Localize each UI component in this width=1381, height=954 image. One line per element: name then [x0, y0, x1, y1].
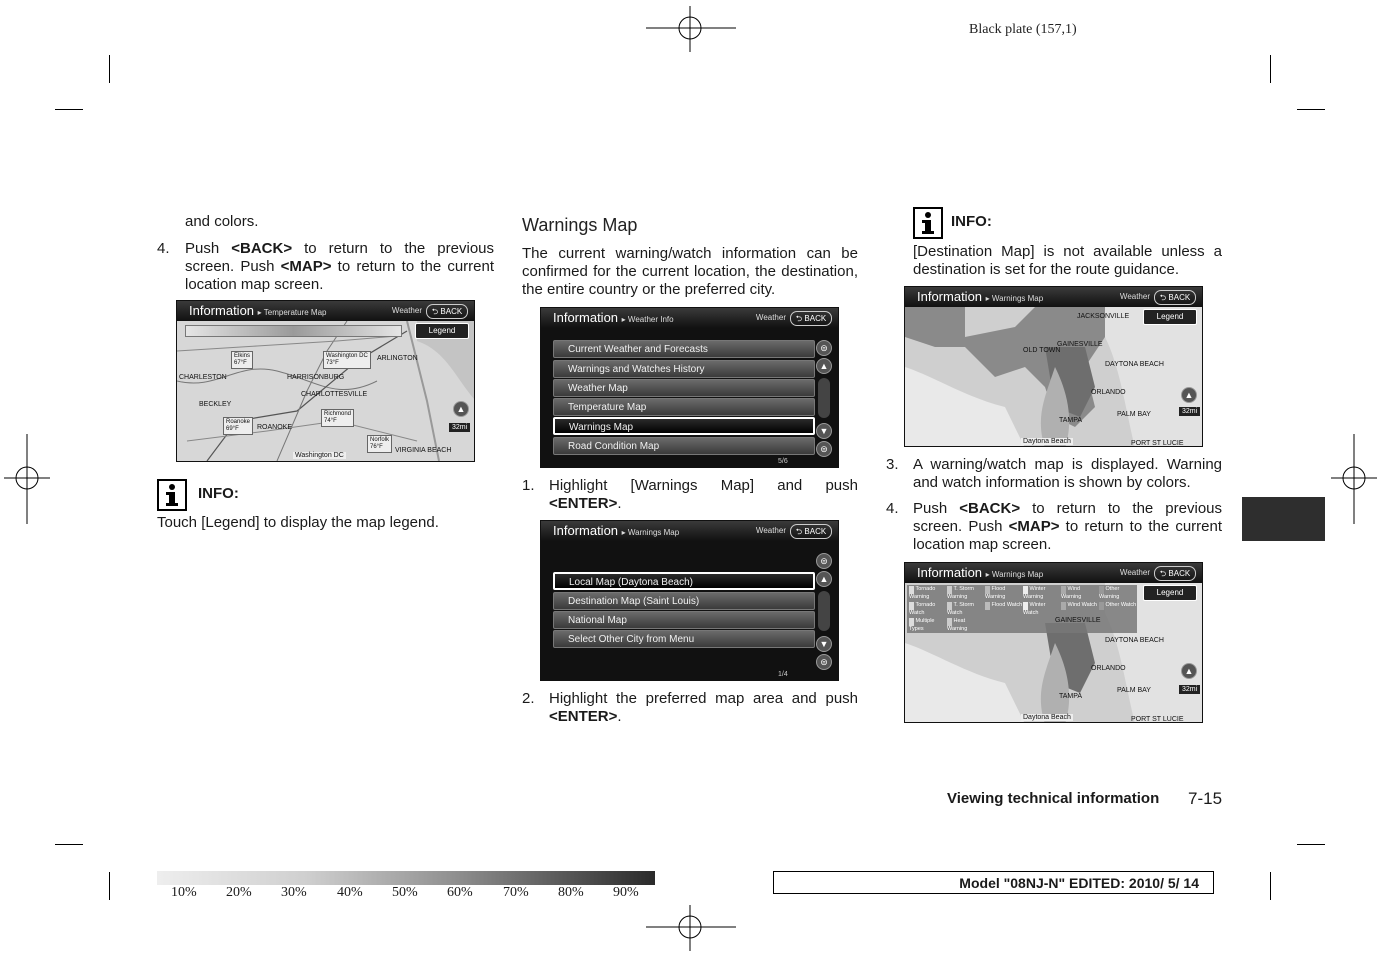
menu-item[interactable]: National Map: [553, 611, 815, 629]
weather-label: Weather: [1119, 568, 1150, 577]
current-location-label: Daytona Beach: [1023, 438, 1071, 445]
screen-title: Information ▸ Temperature Map: [189, 303, 327, 318]
city-label: ARLINGTON: [377, 355, 418, 362]
step-text: Push <BACK> to return to the previous screen. Push <MAP> to return to the current location map screen.: [185, 240, 495, 293]
legend-button[interactable]: Legend: [1143, 585, 1197, 601]
current-location-label: Washington DC: [295, 452, 344, 459]
screen-title: Information ▸ Warnings Map: [553, 523, 680, 538]
grayscale-bar: [157, 871, 655, 885]
step-number: 3.: [886, 456, 899, 473]
grayscale-percent: 70%: [503, 885, 529, 900]
city-label: PORT ST LUCIE: [1131, 440, 1184, 447]
registration-mark-left: [4, 434, 50, 524]
menu-item[interactable]: Current Weather and Forecasts: [553, 340, 815, 358]
scale-indicator: 32mi: [449, 423, 470, 432]
legend-entry: Tornado Watch: [909, 602, 936, 616]
step-text: Highlight [Warnings Map] and push <ENTER>.: [549, 477, 858, 512]
crop-mark: [55, 844, 83, 845]
city-label: ROANOKE: [257, 424, 293, 431]
legend-entry: Winter Warning: [1023, 586, 1046, 600]
continued-text: and colors.: [185, 213, 259, 230]
legend-entry: Other Warning: [1099, 586, 1120, 600]
intro-paragraph: The current warning/watch information can be confirmed for the current location, the destination, the entire country or the preferred city.: [522, 245, 858, 298]
city-label: CHARLOTTESVILLE: [301, 391, 368, 398]
temperature-box: Elkins 67°F: [231, 351, 253, 369]
step-text: Push <BACK> to return to the previous screen. Push <MAP> to return to the current location map screen.: [913, 500, 1223, 553]
temperature-box: Roanoke 69°F: [223, 417, 253, 435]
back-button[interactable]: ⮌ BACK: [790, 311, 832, 326]
legend-entry: Heat Warning: [947, 618, 968, 632]
title-bar: [905, 563, 1202, 583]
zoom-out-button[interactable]: ▲: [1181, 387, 1197, 403]
zoom-out-button[interactable]: ▲: [453, 401, 469, 417]
back-button[interactable]: ⮌ BACK: [426, 304, 468, 319]
city-label: GAINESVILLE: [1057, 341, 1103, 348]
grayscale-percent: 20%: [226, 885, 252, 900]
legend-entry: T. Storm Watch: [947, 602, 974, 616]
city-label: BECKLEY: [199, 401, 232, 408]
temperature-box: Washington DC 73°F: [323, 351, 371, 369]
scroll-down-button[interactable]: ▼: [816, 636, 832, 652]
weather-label: Weather: [755, 526, 786, 535]
step-number: 1.: [522, 477, 535, 494]
screen-title: Information ▸ Weather Info: [553, 310, 674, 325]
city-label: DAYTONA BEACH: [1105, 361, 1164, 368]
title-bar: [541, 521, 838, 541]
registration-mark-top: [646, 6, 736, 52]
city-label: OLD TOWN: [1023, 347, 1061, 354]
scroll-bottom-button[interactable]: ⊜: [816, 654, 832, 670]
crop-mark: [55, 109, 83, 110]
grayscale-percent: 60%: [447, 885, 473, 900]
city-label: PORT ST LUCIE: [1131, 716, 1184, 723]
grayscale-percent: 90%: [613, 885, 639, 900]
grayscale-percent: 30%: [281, 885, 307, 900]
plate-label: Black plate (157,1): [969, 22, 1077, 37]
scroll-top-button[interactable]: ⊜: [816, 340, 832, 356]
legend-entry: Wind Warning: [1061, 586, 1082, 600]
city-label: ORLANDO: [1091, 665, 1126, 672]
legend-entry: Multiple Types: [909, 618, 935, 632]
map-shading: [905, 307, 1203, 447]
crop-mark: [109, 872, 110, 900]
chapter-tab: [1242, 497, 1325, 541]
title-bar: [177, 301, 474, 321]
temperature-scale-bar: [185, 325, 402, 337]
title-bar: [905, 287, 1202, 307]
info-heading: INFO:: [951, 213, 992, 230]
section-title: Viewing technical information: [947, 790, 1160, 807]
grayscale-percent: 40%: [337, 885, 363, 900]
scale-indicator: 32mi: [1179, 685, 1200, 694]
step-number: 4.: [886, 500, 899, 517]
city-label: GAINESVILLE: [1055, 617, 1101, 624]
weather-label: Weather: [1119, 292, 1150, 301]
legend-entry: Winter Watch: [1023, 602, 1046, 616]
screen-title: Information ▸ Warnings Map: [917, 289, 1044, 304]
grayscale-percent: 80%: [558, 885, 584, 900]
legend-entry: Flood Watch: [985, 602, 1023, 610]
menu-item[interactable]: Temperature Map: [553, 398, 815, 416]
title-bar: [541, 308, 838, 328]
zoom-out-button[interactable]: ▲: [1181, 663, 1197, 679]
crop-mark: [1270, 872, 1271, 900]
legend-entry: T. Storm Warning: [947, 586, 974, 600]
section-heading: Warnings Map: [522, 215, 638, 235]
info-icon: [157, 479, 187, 511]
registration-mark-bottom: [646, 905, 736, 951]
weather-label: Weather: [755, 313, 786, 322]
grayscale-percent: 50%: [392, 885, 418, 900]
temperature-box: Norfolk 76°F: [367, 435, 392, 453]
scroll-up-button[interactable]: ▲: [816, 358, 832, 374]
legend-button[interactable]: Legend: [1143, 309, 1197, 325]
menu-item[interactable]: Select Other City from Menu: [553, 630, 815, 648]
menu-item-selected[interactable]: Warnings Map: [553, 417, 815, 435]
menu-item[interactable]: Warnings and Watches History: [553, 360, 815, 378]
city-label: PALM BAY: [1117, 687, 1151, 694]
back-button[interactable]: ⮌ BACK: [1154, 290, 1196, 305]
scrollbar[interactable]: [818, 591, 830, 631]
city-label: CHARLESTON: [179, 374, 227, 381]
info-heading: INFO:: [198, 485, 239, 502]
temperature-map-screenshot: [176, 300, 475, 462]
info-text: [Destination Map] is not available unless a destination is set for the route guidance.: [913, 243, 1222, 278]
menu-item[interactable]: Destination Map (Saint Louis): [553, 592, 815, 610]
warnings-menu-screenshot: [540, 520, 839, 681]
legend-entry: Other Watch: [1099, 602, 1137, 610]
warnings-map-screenshot: [904, 286, 1203, 447]
legend-entry: Flood Warning: [985, 586, 1006, 600]
city-label: VIRGINIA BEACH: [395, 447, 452, 454]
city-label: TAMPA: [1059, 693, 1083, 700]
grayscale-percent: 10%: [171, 885, 197, 900]
city-label: JACKSONVILLE: [1077, 313, 1130, 320]
menu-item[interactable]: Weather Map: [553, 379, 815, 397]
scrollbar[interactable]: [818, 378, 830, 418]
page-indicator: 1/4: [778, 671, 788, 678]
back-button[interactable]: ⮌ BACK: [790, 524, 832, 539]
warnings-legend-screenshot: [904, 562, 1203, 723]
city-label: ORLANDO: [1091, 389, 1126, 396]
crop-mark: [1297, 109, 1325, 110]
temperature-box: Richmond 74°F: [321, 409, 354, 427]
city-label: DAYTONA BEACH: [1105, 637, 1164, 644]
back-button[interactable]: ⮌ BACK: [1154, 566, 1196, 581]
crop-mark: [109, 55, 110, 83]
weather-info-screenshot: [540, 307, 839, 468]
page-indicator: 5/6: [778, 458, 788, 465]
step-number: 2.: [522, 690, 535, 707]
step-number: 4.: [157, 240, 170, 257]
legend-button[interactable]: Legend: [415, 323, 469, 339]
page-number: 7-15: [1188, 789, 1223, 808]
crop-mark: [1270, 55, 1271, 83]
city-label: PALM BAY: [1117, 411, 1151, 418]
info-icon: [913, 207, 943, 239]
crop-mark: [1297, 844, 1325, 845]
current-location-label: Daytona Beach: [1023, 714, 1071, 721]
scroll-down-button[interactable]: ▼: [816, 423, 832, 439]
model-edit-box: [773, 871, 1214, 894]
scroll-up-button[interactable]: ▲: [816, 571, 832, 587]
scroll-top-button[interactable]: ⊜: [816, 553, 832, 569]
city-label: HARRISONBURG: [287, 374, 345, 381]
model-edit-text: Model "08NJ-N" EDITED: 2010/ 5/ 14: [959, 875, 1199, 891]
step-text: Highlight the preferred map area and push <ENTER>.: [549, 690, 858, 725]
info-text: Touch [Legend] to display the map legend.: [157, 514, 439, 531]
screen-title: Information ▸ Warnings Map: [917, 565, 1044, 580]
step-text: A warning/watch map is displayed. Warning and watch information is shown by colors.: [913, 456, 1222, 491]
menu-item-selected[interactable]: Local Map (Daytona Beach): [553, 572, 815, 590]
weather-label: Weather: [391, 306, 422, 315]
legend-entry: Tornado Warning: [909, 586, 936, 600]
scroll-bottom-button[interactable]: ⊜: [816, 441, 832, 457]
registration-mark-right: [1331, 434, 1377, 524]
legend-entry: Wind Watch: [1061, 602, 1099, 610]
city-label: TAMPA: [1059, 417, 1083, 424]
menu-item[interactable]: Road Condition Map: [553, 437, 815, 455]
scale-indicator: 32mi: [1179, 407, 1200, 416]
